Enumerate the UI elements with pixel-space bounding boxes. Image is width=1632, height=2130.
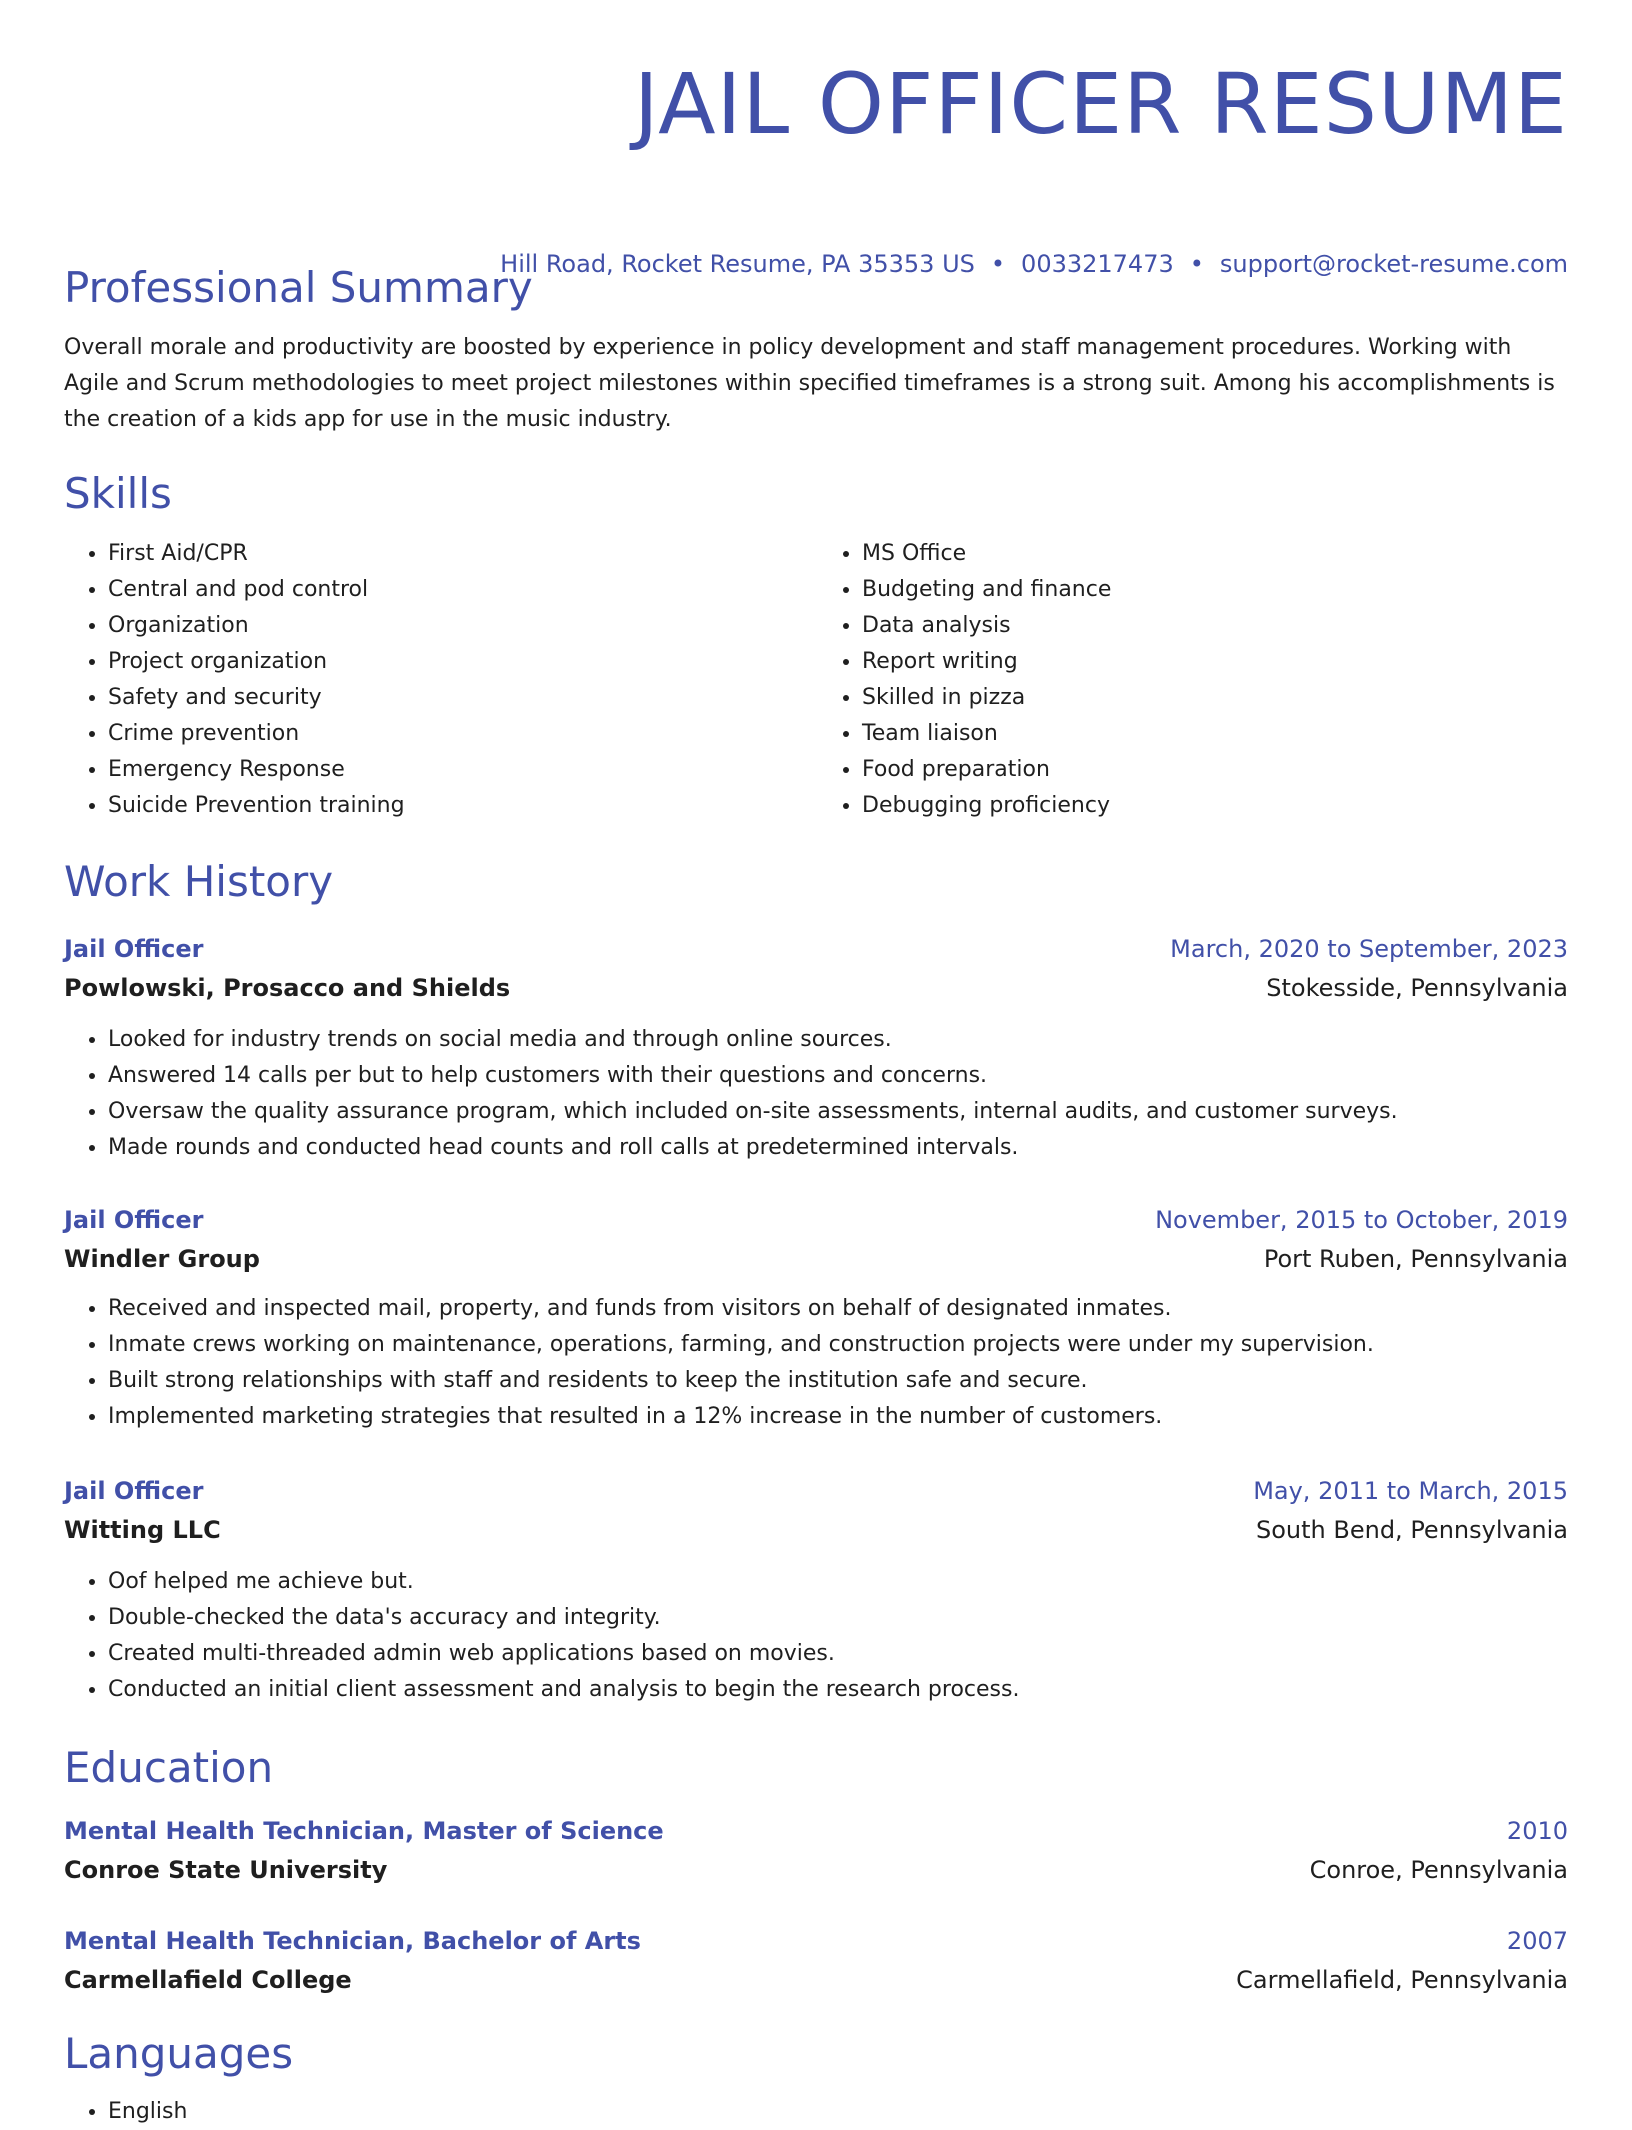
skill-item: • MS Office bbox=[862, 536, 1568, 572]
job-title: Jail Officer bbox=[64, 1206, 204, 1234]
job-bullet: • Created multi-threaded admin web applications based on movies. bbox=[108, 1636, 1568, 1672]
languages-list bbox=[64, 2094, 187, 2130]
skill-item: • Organization bbox=[108, 608, 814, 644]
education-location: Conroe, Pennsylvania bbox=[1309, 1856, 1568, 1884]
education-subheader bbox=[64, 1960, 1568, 2000]
job-subheader bbox=[64, 1510, 1568, 1550]
skill-item: • Suicide Prevention training bbox=[108, 788, 814, 824]
skill-item: • Central and pod control bbox=[108, 572, 814, 608]
education-school: Conroe State University bbox=[64, 1856, 388, 1884]
job-location: Stokesside, Pennsylvania bbox=[1266, 974, 1568, 1002]
job-title: Jail Officer bbox=[64, 935, 204, 963]
skills-heading: Skills bbox=[64, 469, 172, 518]
job-dates: November, 2015 to October, 2019 bbox=[1155, 1206, 1568, 1234]
skill-item: • Team liaison bbox=[862, 716, 1568, 752]
languages-heading: Languages bbox=[64, 2029, 294, 2078]
language-item: • English bbox=[108, 2094, 187, 2130]
education-subheader bbox=[64, 1850, 1568, 1890]
contact-phone: 0033217473 bbox=[1021, 250, 1174, 278]
resume-title: JAIL OFFICER RESUME bbox=[633, 55, 1568, 153]
skill-item: • Skilled in pizza bbox=[862, 680, 1568, 716]
skill-item: • Debugging proficiency bbox=[862, 788, 1568, 824]
education-school: Carmellafield College bbox=[64, 1966, 352, 1994]
job-location: Port Ruben, Pennsylvania bbox=[1263, 1245, 1568, 1273]
job-subheader bbox=[64, 1239, 1568, 1279]
education-heading: Education bbox=[64, 1743, 274, 1792]
contact-address: Hill Road, Rocket Resume, PA 35353 US bbox=[500, 250, 975, 278]
job-bullet: • Oof helped me achieve but. bbox=[108, 1564, 1568, 1600]
job-bullet: • Received and inspected mail, property, and funds from visitors on behalf of designated inmates. bbox=[108, 1291, 1568, 1327]
skill-item: • Emergency Response bbox=[108, 752, 814, 788]
skill-item: • Project organization bbox=[108, 644, 814, 680]
job-entry bbox=[64, 1472, 1568, 1708]
job-bullet: • Oversaw the quality assurance program, which included on-site assessments, internal audits, and customer surveys. bbox=[108, 1094, 1568, 1130]
contact-separator: • bbox=[990, 250, 1006, 278]
job-bullet: • Made rounds and conducted head counts and roll calls at predetermined intervals. bbox=[108, 1130, 1568, 1166]
job-bullets bbox=[64, 1291, 1568, 1435]
job-entry bbox=[64, 930, 1568, 1166]
job-bullet: • Looked for industry trends on social media and through online sources. bbox=[108, 1022, 1568, 1058]
job-header bbox=[64, 1472, 1568, 1510]
education-location: Carmellafield, Pennsylvania bbox=[1236, 1966, 1568, 1994]
skills-list bbox=[64, 536, 1568, 824]
job-subheader bbox=[64, 968, 1568, 1008]
job-bullet: • Answered 14 calls per but to help customers with their questions and concerns. bbox=[108, 1058, 1568, 1094]
job-bullet: • Double-checked the data's accuracy and integrity. bbox=[108, 1600, 1568, 1636]
job-bullets bbox=[64, 1564, 1568, 1708]
job-bullet: • Implemented marketing strategies that resulted in a 12% increase in the number of customers. bbox=[108, 1399, 1568, 1435]
summary-text: Overall morale and productivity are boosted by experience in policy development and staff management procedures. Working with Agile and Scrum methodologies to meet project milestones within specified timeframes is a strong suit. Among his accomplishments is the creation of a kids app for use in the music industry. bbox=[64, 335, 1555, 432]
skill-item: • Crime prevention bbox=[108, 716, 814, 752]
job-header bbox=[64, 930, 1568, 968]
education-header bbox=[64, 1922, 1568, 1960]
job-location: South Bend, Pennsylvania bbox=[1256, 1516, 1568, 1544]
job-company: Windler Group bbox=[64, 1245, 260, 1273]
job-bullet: • Conducted an initial client assessment and analysis to begin the research process. bbox=[108, 1672, 1568, 1708]
contact-email: support@rocket-resume.com bbox=[1219, 250, 1568, 278]
skill-item: • Budgeting and finance bbox=[862, 572, 1568, 608]
education-year: 2007 bbox=[1506, 1927, 1568, 1955]
job-bullets bbox=[64, 1022, 1568, 1166]
job-bullet: • Inmate crews working on maintenance, operations, farming, and construction projects were under my supervision. bbox=[108, 1327, 1568, 1363]
job-bullet: • Built strong relationships with staff and residents to keep the institution safe and secure. bbox=[108, 1363, 1568, 1399]
education-degree: Mental Health Technician, Bachelor of Arts bbox=[64, 1927, 641, 1955]
skill-item: • First Aid/CPR bbox=[108, 536, 814, 572]
skills-column-right bbox=[814, 536, 1568, 824]
education-header bbox=[64, 1812, 1568, 1850]
job-entry bbox=[64, 1201, 1568, 1435]
education-entry bbox=[64, 1812, 1568, 1890]
job-dates: March, 2020 to September, 2023 bbox=[1170, 935, 1568, 963]
skill-item: • Safety and security bbox=[108, 680, 814, 716]
skill-item: • Report writing bbox=[862, 644, 1568, 680]
work-heading: Work History bbox=[64, 857, 334, 906]
job-company: Powlowski, Prosacco and Shields bbox=[64, 974, 511, 1002]
job-title: Jail Officer bbox=[64, 1477, 204, 1505]
skills-column-left bbox=[64, 536, 814, 824]
job-company: Witting LLC bbox=[64, 1516, 221, 1544]
job-dates: May, 2011 to March, 2015 bbox=[1253, 1477, 1568, 1505]
summary-heading: Professional Summary bbox=[64, 263, 533, 312]
job-header bbox=[64, 1201, 1568, 1239]
skill-item: • Food preparation bbox=[862, 752, 1568, 788]
education-entry bbox=[64, 1922, 1568, 2000]
contact-separator: • bbox=[1189, 250, 1204, 278]
education-year: 2010 bbox=[1506, 1817, 1568, 1845]
skill-item: • Data analysis bbox=[862, 608, 1568, 644]
education-degree: Mental Health Technician, Master of Science bbox=[64, 1817, 664, 1845]
